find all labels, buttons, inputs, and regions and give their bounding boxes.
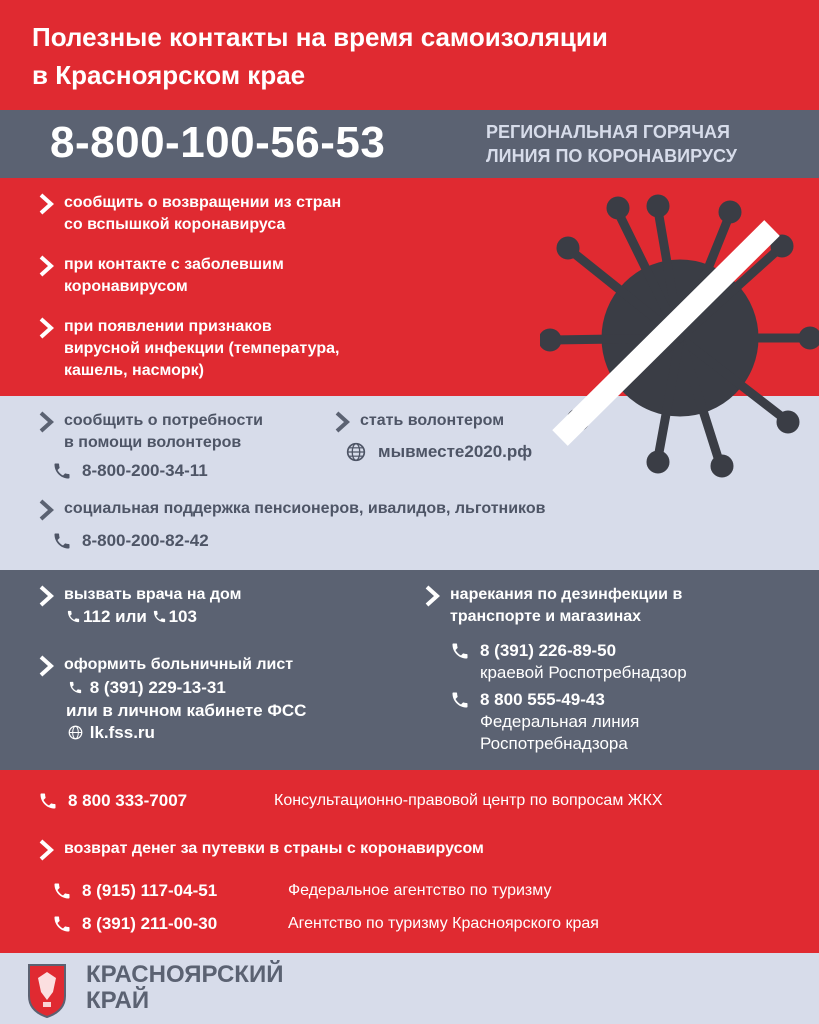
- doctor-call: вызвать врача на дом: [64, 586, 242, 603]
- sick-leave: оформить больничный лист: [64, 656, 294, 673]
- chevron-right-icon: [334, 411, 350, 433]
- disinfection-org-regional: краевой Роспотребнадзор: [480, 663, 687, 682]
- virus-icon: [540, 188, 819, 478]
- chevron-right-icon: [38, 255, 54, 277]
- doctor-phones: 112 или 103: [66, 606, 197, 628]
- reason-contact: при контакте с заболевшим коронавирусом: [64, 256, 284, 295]
- refund-phone-regional[interactable]: 8 (391) 211-00-30: [82, 914, 218, 933]
- phone-icon: [52, 531, 72, 551]
- fss-site-link[interactable]: lk.fss.ru: [89, 723, 155, 742]
- phone-icon: [152, 609, 167, 624]
- social-phone[interactable]: 8-800-200-82-42: [82, 531, 209, 550]
- housing-phone[interactable]: 8 800 333-7007: [68, 791, 188, 810]
- sick-leave-cabinet: или в личном кабинете ФСС: [66, 701, 307, 720]
- refund-phone-federal[interactable]: 8 (915) 117-04-51: [82, 881, 218, 900]
- social-support: социальная поддержка пенсионеров, ивалидов, льготников: [64, 500, 546, 517]
- volunteer-need: сообщить о потребности в помощи волонтеров: [64, 412, 264, 451]
- chevron-right-icon: [38, 839, 54, 861]
- reason-symptoms: при появлении признаков вирусной инфекции (температура, кашель, насморк): [64, 318, 340, 379]
- disinfection-org-federal: Федеральная линия Роспотребнадзора: [480, 712, 640, 753]
- phone-icon: [68, 680, 83, 695]
- disinfection-phone-federal[interactable]: 8 800 555-49-43: [480, 690, 605, 709]
- crest-icon: [26, 962, 68, 1018]
- phone-icon: [450, 690, 470, 710]
- reason-return: сообщить о возвращении из стран со вспышкой коронавируса: [64, 194, 342, 233]
- doctor-phone-103[interactable]: 103: [168, 607, 197, 626]
- hotline-phone[interactable]: 8-800-100-56-53: [50, 118, 386, 167]
- refund-org-regional: Агентство по туризму Красноярского края: [288, 915, 599, 932]
- become-volunteer: стать волонтером: [360, 412, 505, 429]
- chevron-right-icon: [38, 585, 54, 607]
- chevron-right-icon: [38, 317, 54, 339]
- phone-icon: [450, 641, 470, 661]
- chevron-right-icon: [38, 411, 54, 433]
- disinfection-complaints: нарекания по дезинфекции в транспорте и магазинах: [450, 586, 683, 625]
- sick-leave-site-row: [68, 722, 155, 744]
- footer-logo-text: КРАСНОЯРСКИЙ КРАЙ: [86, 961, 284, 1014]
- chevron-right-icon: [424, 585, 440, 607]
- phone-icon: [52, 914, 72, 934]
- phone-icon: [38, 791, 58, 811]
- page-title: Полезные контакты на время самоизоляции в Красноярском крае: [32, 22, 608, 90]
- phone-icon: [52, 881, 72, 901]
- chevron-right-icon: [38, 499, 54, 521]
- sick-leave-phone-row: [68, 677, 226, 699]
- chevron-right-icon: [38, 193, 54, 215]
- sick-leave-phone[interactable]: 8 (391) 229-13-31: [89, 678, 226, 697]
- tour-refund: возврат денег за путевки в страны с коронавирусом: [64, 840, 484, 857]
- housing-org: Консультационно-правовой центр по вопросам ЖКХ: [274, 792, 663, 809]
- disinfection-phone-regional[interactable]: 8 (391) 226-89-50: [480, 641, 617, 660]
- refund-org-federal: Федеральное агентство по туризму: [288, 882, 552, 899]
- chevron-right-icon: [38, 655, 54, 677]
- phone-icon: [52, 461, 72, 481]
- hotline-note: РЕГИОНАЛЬНАЯ ГОРЯЧАЯ ЛИНИЯ ПО КОРОНАВИРУСУ: [486, 122, 737, 166]
- volunteer-need-phone[interactable]: 8-800-200-34-11: [82, 461, 208, 480]
- globe-icon: [68, 725, 83, 740]
- doctor-phone-112[interactable]: 112: [83, 607, 111, 626]
- globe-icon: [346, 442, 366, 462]
- volunteer-site-link[interactable]: мывместе2020.рф: [378, 442, 533, 461]
- phone-icon: [66, 609, 81, 624]
